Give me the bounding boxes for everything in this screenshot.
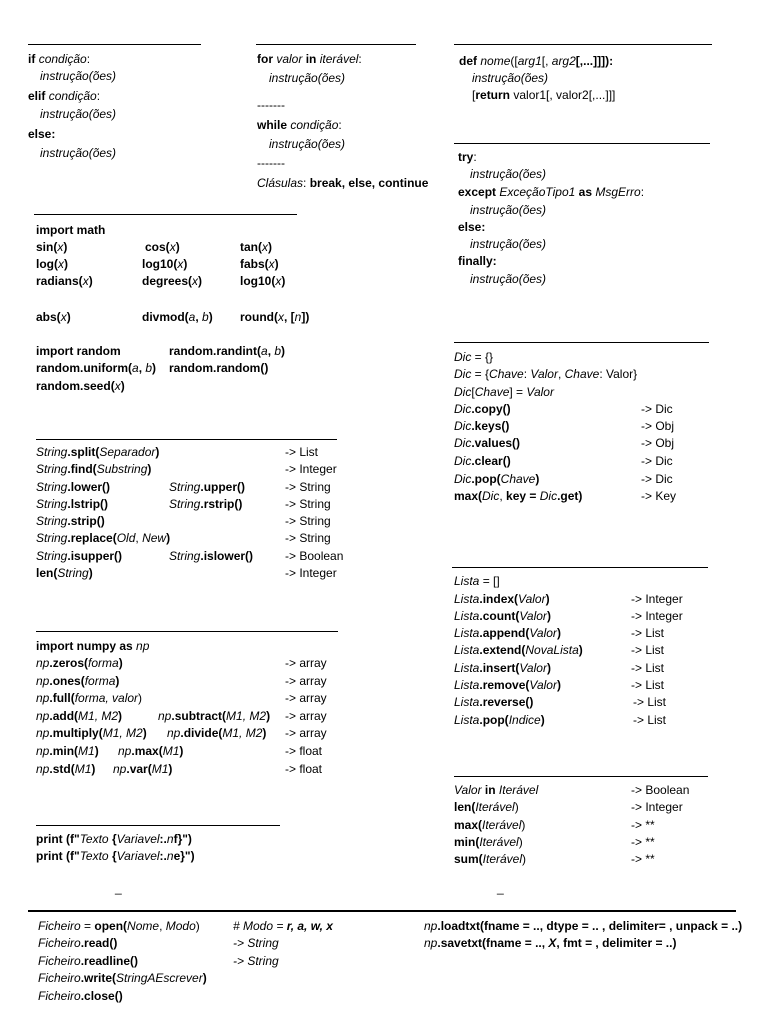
return-type: -> Key <box>641 489 677 503</box>
while-line: while condição: <box>257 118 342 132</box>
lstrip-fn: String.lstrip() <box>36 497 109 511</box>
return-type: -> array <box>285 709 327 723</box>
return-type: -> Boolean <box>285 549 344 563</box>
return-type: -> Integer <box>631 592 683 606</box>
separator: ------- <box>257 156 285 170</box>
return-type: -> Dic <box>641 402 673 416</box>
elif-line: elif condição: <box>28 89 101 103</box>
return-type: -> float <box>285 744 323 758</box>
isupper-fn: String.isupper() <box>36 549 123 563</box>
return-type: -> Dic <box>641 454 673 468</box>
finally-line: finally: <box>458 254 497 268</box>
return-type: -> String <box>285 514 331 528</box>
add-fn: np.add(M1, M2) <box>36 709 123 723</box>
return-type: -> String <box>285 497 331 511</box>
return-type: -> List <box>631 678 665 692</box>
file-read: Ficheiro.read() <box>38 936 118 950</box>
return-type: -> Obj <box>641 436 675 450</box>
dict-keys: Dic.keys() <box>454 419 510 433</box>
tan-fn: tan(x) <box>240 240 272 254</box>
return-type: -> Integer <box>631 800 683 814</box>
import-numpy: import numpy as np <box>36 639 150 653</box>
multiply-fn: np.multiply(M1, M2) <box>36 726 147 740</box>
return-type: -> List <box>631 626 665 640</box>
return-type: -> array <box>285 691 327 705</box>
return-type: -> Dic <box>641 472 673 486</box>
file-write: Ficheiro.write(StringAEscrever) <box>38 971 207 985</box>
file-open: Ficheiro = open(Nome, Modo) <box>38 919 200 933</box>
divide-fn: np.divide(M1, M2) <box>167 726 267 740</box>
else-line: else: <box>458 220 486 234</box>
import-math: import math <box>36 223 106 237</box>
return-type: -> array <box>285 656 327 670</box>
dict-assign: Dic[Chave] = Valor <box>454 385 554 399</box>
random-fn: random.random() <box>169 361 269 375</box>
rstrip-fn: String.rstrip() <box>169 497 243 511</box>
list-block-rule <box>452 567 708 568</box>
return-type: -> Boolean <box>631 783 690 797</box>
iter-block-rule <box>454 776 708 777</box>
string-block-rule <box>36 439 337 440</box>
dash-mark: _ <box>497 881 504 895</box>
len-fn: len(String) <box>36 566 93 580</box>
return-type: -> List <box>633 713 667 727</box>
ones-fn: np.ones(forma) <box>36 674 120 688</box>
if-body: instrução(ões) <box>40 69 117 83</box>
strip-fn: String.strip() <box>36 514 105 528</box>
return-type: -> String <box>285 480 331 494</box>
return-type: -> float <box>285 762 323 776</box>
dict-literal: Dic = {Chave: Valor, Chave: Valor} <box>454 367 638 381</box>
for-line: for valor in iterável: <box>257 52 362 66</box>
return-type: -> List <box>285 445 319 459</box>
if-block-rule <box>28 44 201 45</box>
list-count: Lista.count(Valor) <box>454 609 551 623</box>
return-type: -> ** <box>631 818 655 832</box>
return-type: -> String <box>285 531 331 545</box>
file-close: Ficheiro.close() <box>38 989 123 1003</box>
split-fn: String.split(Separador) <box>36 445 160 459</box>
dict-pop: Dic.pop(Chave) <box>454 472 540 486</box>
log10-fn: log10(x) <box>240 274 286 288</box>
math-block-rule <box>34 214 297 215</box>
np-loadtxt: np.loadtxt(fname = .., dtype = .. , delimiter= , unpack = ..) <box>424 919 743 933</box>
for-block-rule <box>256 44 416 45</box>
while-body: instrução(ões) <box>269 137 346 151</box>
list-empty: Lista = [] <box>454 574 500 588</box>
len-fn: len(Iterável) <box>454 800 519 814</box>
return-type: -> Integer <box>285 462 337 476</box>
else-line: else: <box>28 127 56 141</box>
log-fn: log(x) <box>36 257 68 271</box>
np-savetxt: np.savetxt(fname = .., X, fmt = , delimiter = ..) <box>424 936 677 950</box>
subtract-fn: np.subtract(M1, M2) <box>158 709 271 723</box>
return-type: -> List <box>631 661 665 675</box>
islower-fn: String.islower() <box>169 549 254 563</box>
except-body: instrução(ões) <box>470 203 547 217</box>
list-reverse: Lista.reverse() <box>454 695 534 709</box>
randint-fn: random.randint(a, b) <box>169 344 286 358</box>
for-body: instrução(ões) <box>269 71 346 85</box>
full-fn: np.full(forma, valor) <box>36 691 143 705</box>
return-type: -> List <box>631 643 665 657</box>
import-random: import random <box>36 344 121 358</box>
print-block-rule <box>36 825 280 826</box>
fabs-fn: fabs(x) <box>240 257 279 271</box>
return-type: -> Obj <box>641 419 675 433</box>
dict-values: Dic.values() <box>454 436 521 450</box>
return-type: -> List <box>633 695 667 709</box>
def-body: instrução(ões) <box>472 71 549 85</box>
find-fn: String.find(Substring) <box>36 462 152 476</box>
dict-clear: Dic.clear() <box>454 454 511 468</box>
return-type: -> Integer <box>285 566 337 580</box>
dict-copy: Dic.copy() <box>454 402 511 416</box>
uniform-fn: random.uniform(a, b) <box>36 361 157 375</box>
except-line: except ExceçãoTipo1 as MsgErro: <box>458 185 645 199</box>
return-type: -> array <box>285 726 327 740</box>
if-line: if condição: <box>28 52 91 66</box>
return-line: [return valor1[, valor2[,...]]] <box>472 88 616 102</box>
try-body: instrução(ões) <box>470 167 547 181</box>
dash-mark: _ <box>115 881 122 895</box>
return-type: -> ** <box>631 835 655 849</box>
min-fn: np.min(M1) <box>36 744 99 758</box>
cos-fn: cos(x) <box>145 240 180 254</box>
list-remove: Lista.remove(Valor) <box>454 678 561 692</box>
else-body: instrução(ões) <box>470 237 547 251</box>
elif-body: instrução(ões) <box>40 107 117 121</box>
dict-empty: Dic = {} <box>454 350 494 364</box>
std-fn: np.std(M1) <box>36 762 96 776</box>
list-pop: Lista.pop(Indice) <box>454 713 545 727</box>
seed-fn: random.seed(x) <box>36 379 125 393</box>
return-type: -> array <box>285 674 327 688</box>
round-fn: round(x, [n]) <box>240 310 310 324</box>
print-f-line: print (f"Texto {Variavel:.nf}") <box>36 832 192 846</box>
radians-fn: radians(x) <box>36 274 93 288</box>
abs-fn: abs(x) <box>36 310 71 324</box>
return-type: -> String <box>233 936 279 950</box>
def-line: def nome([arg1[, arg2[,...]]]): <box>459 54 614 68</box>
list-extend: Lista.extend(NovaLista) <box>454 643 583 657</box>
divmod-fn: divmod(a, b) <box>142 310 213 324</box>
print-e-line: print (f"Texto {Variavel:.ne}") <box>36 849 195 863</box>
in-operator: Valor in Iterável <box>454 783 539 797</box>
return-type: -> String <box>233 954 279 968</box>
clauses-line: Clásulas: break, else, continue <box>257 176 429 190</box>
file-mode-comment: # Modo = r, a, w, x <box>233 919 333 933</box>
def-block-rule <box>454 44 712 45</box>
finally-body: instrução(ões) <box>470 272 547 286</box>
list-index: Lista.index(Valor) <box>454 592 550 606</box>
separator: ------- <box>257 98 285 112</box>
numpy-block-rule <box>36 631 338 632</box>
list-insert: Lista.insert(Valor) <box>454 661 551 675</box>
max-fn: max(Iterável) <box>454 818 526 832</box>
log10-fn: log10(x) <box>142 257 188 271</box>
zeros-fn: np.zeros(forma) <box>36 656 123 670</box>
return-type: -> Integer <box>631 609 683 623</box>
file-readline: Ficheiro.readline() <box>38 954 139 968</box>
dict-block-rule <box>454 342 709 343</box>
return-type: -> ** <box>631 852 655 866</box>
sum-fn: sum(Iterável) <box>454 852 527 866</box>
degrees-fn: degrees(x) <box>142 274 203 288</box>
upper-fn: String.upper() <box>169 480 246 494</box>
lower-fn: String.lower() <box>36 480 111 494</box>
else-body: instrução(ões) <box>40 146 117 160</box>
try-block-rule <box>454 143 710 144</box>
file-block-rule <box>28 910 736 912</box>
dict-max: max(Dic, key = Dic.get) <box>454 489 583 503</box>
sin-fn: sin(x) <box>36 240 68 254</box>
list-append: Lista.append(Valor) <box>454 626 561 640</box>
try-line: try: <box>458 150 477 164</box>
max-fn: np.max(M1) <box>118 744 184 758</box>
var-fn: np.var(M1) <box>113 762 173 776</box>
replace-fn: String.replace(Old, New) <box>36 531 171 545</box>
min-fn: min(Iterável) <box>454 835 523 849</box>
